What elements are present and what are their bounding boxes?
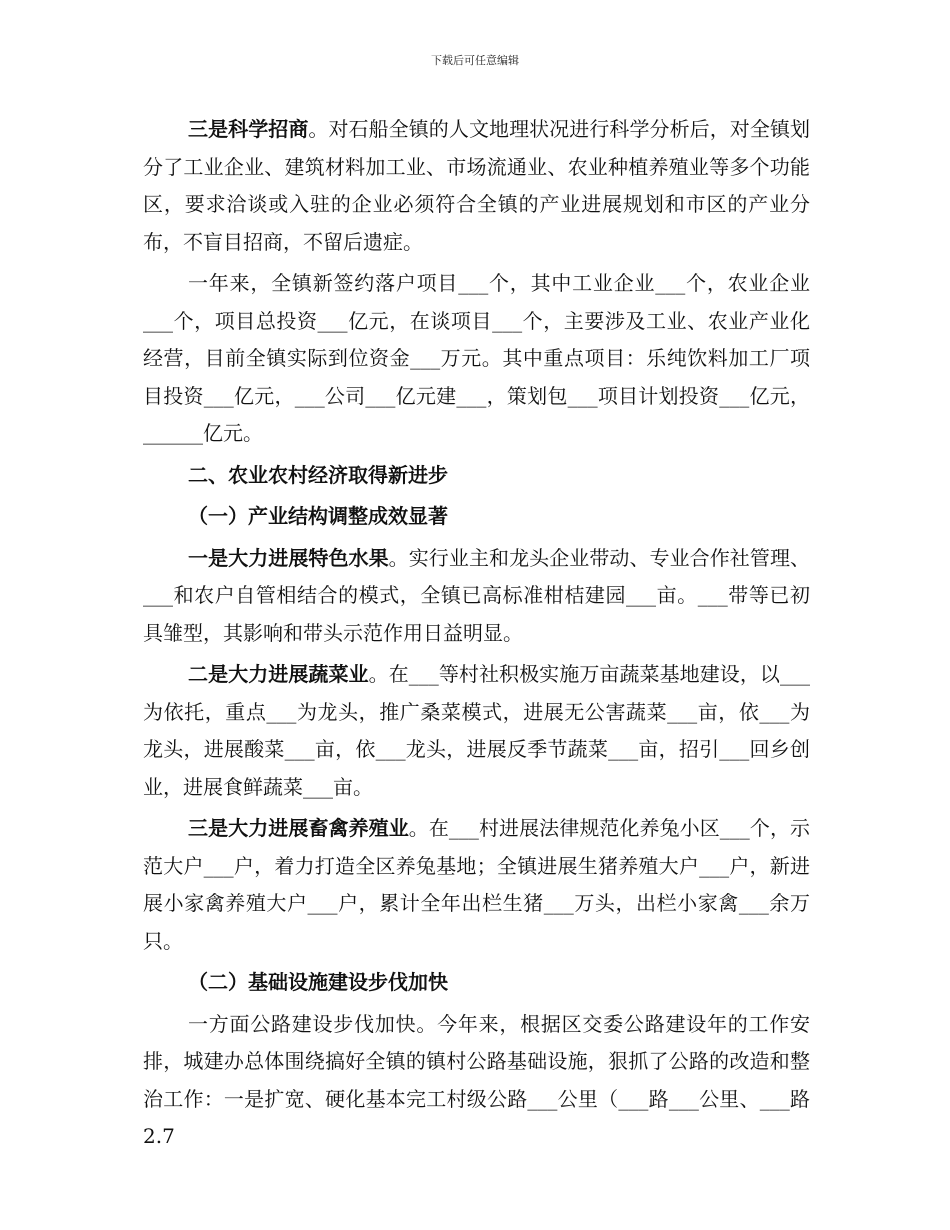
page-header: 下载后可任意编辑 [431, 54, 519, 67]
paragraph-lead: 二是大力进展蔬菜业 [188, 662, 369, 686]
paragraph-text: 。在___村进展法律规范化养兔小区___个，示范大户___户，着力打造全区养兔基地；全镇进展生猪养殖大户___户，新进展小家禽养殖大户___户，累计全年出栏生猪___万头，出栏小家禽___余万只。 [143, 816, 811, 953]
paragraph-vegetables [143, 656, 810, 806]
paragraph-lead: 三是大力进展畜禽养殖业 [188, 816, 409, 840]
section-heading-agriculture: 二、农业农村经济取得新进步 [188, 462, 448, 487]
paragraph-fruit [143, 540, 810, 653]
document-body [143, 111, 810, 1156]
paragraph-text: 一年来，全镇新签约落户项目___个，其中工业企业___个，农业企业___个，项目总投资___亿元，在谈项目___个，主要涉及工业、农业产业化经营，目前全镇实际到位资金___万元。其中重点项目：乐纯饮料加工厂项目投资___亿元，___公司___亿元建___，策划包___项目计划投资___亿元，______亿元。 [143, 271, 810, 445]
paragraph-text: 一方面公路建设步伐加快。今年来，根据区交委公路建设年的工作安排，城建办总体围绕搞好全镇的镇村公路基础设施，狠抓了公路的改造和整治工作：一是扩宽、硬化基本完工村级公路___公里（___路___公里、___路2.7 [143, 1011, 810, 1148]
paragraph-lead: 一是大力进展特色水果 [188, 545, 389, 570]
paragraph-text: 。实行业主和龙头企业带动、专业合作社管理、___和农户自管相结合的模式，全镇已高标准柑桔建园___亩。___带等已初具雏型，其影响和带头示范作用日益明显。 [143, 545, 811, 645]
subsection-heading-industry-structure: （一）产业结构调整成效显著 [188, 504, 448, 528]
paragraph-annual-projects [143, 265, 810, 453]
paragraph-text: 。对石船全镇的人文地理状况进行科学分析后，对全镇划分了工业企业、建筑材料加工业、市场流通业、农业种植养殖业等多个功能区，要求洽谈或入驻的企业必须符合全镇的产业进展规划和市区的产业分布，不盲目招商，不留后遗症。 [143, 117, 811, 254]
paragraph-roads [143, 1006, 810, 1156]
subsection-heading-infrastructure: （二）基础设施建设步伐加快 [188, 970, 448, 994]
paragraph-scientific-investment [143, 111, 810, 261]
paragraph-livestock [143, 810, 810, 960]
paragraph-text: 。在___等村社积极实施万亩蔬菜基地建设，以___为依托，重点___为龙头，推广桑菜模式，进展无公害蔬菜___亩，依___为龙头，进展酸菜___亩，依___龙头，进展反季节蔬菜___亩，招引___回乡创业，进展食鲜蔬菜___亩。 [143, 662, 811, 799]
paragraph-lead: 三是科学招商 [188, 117, 309, 141]
